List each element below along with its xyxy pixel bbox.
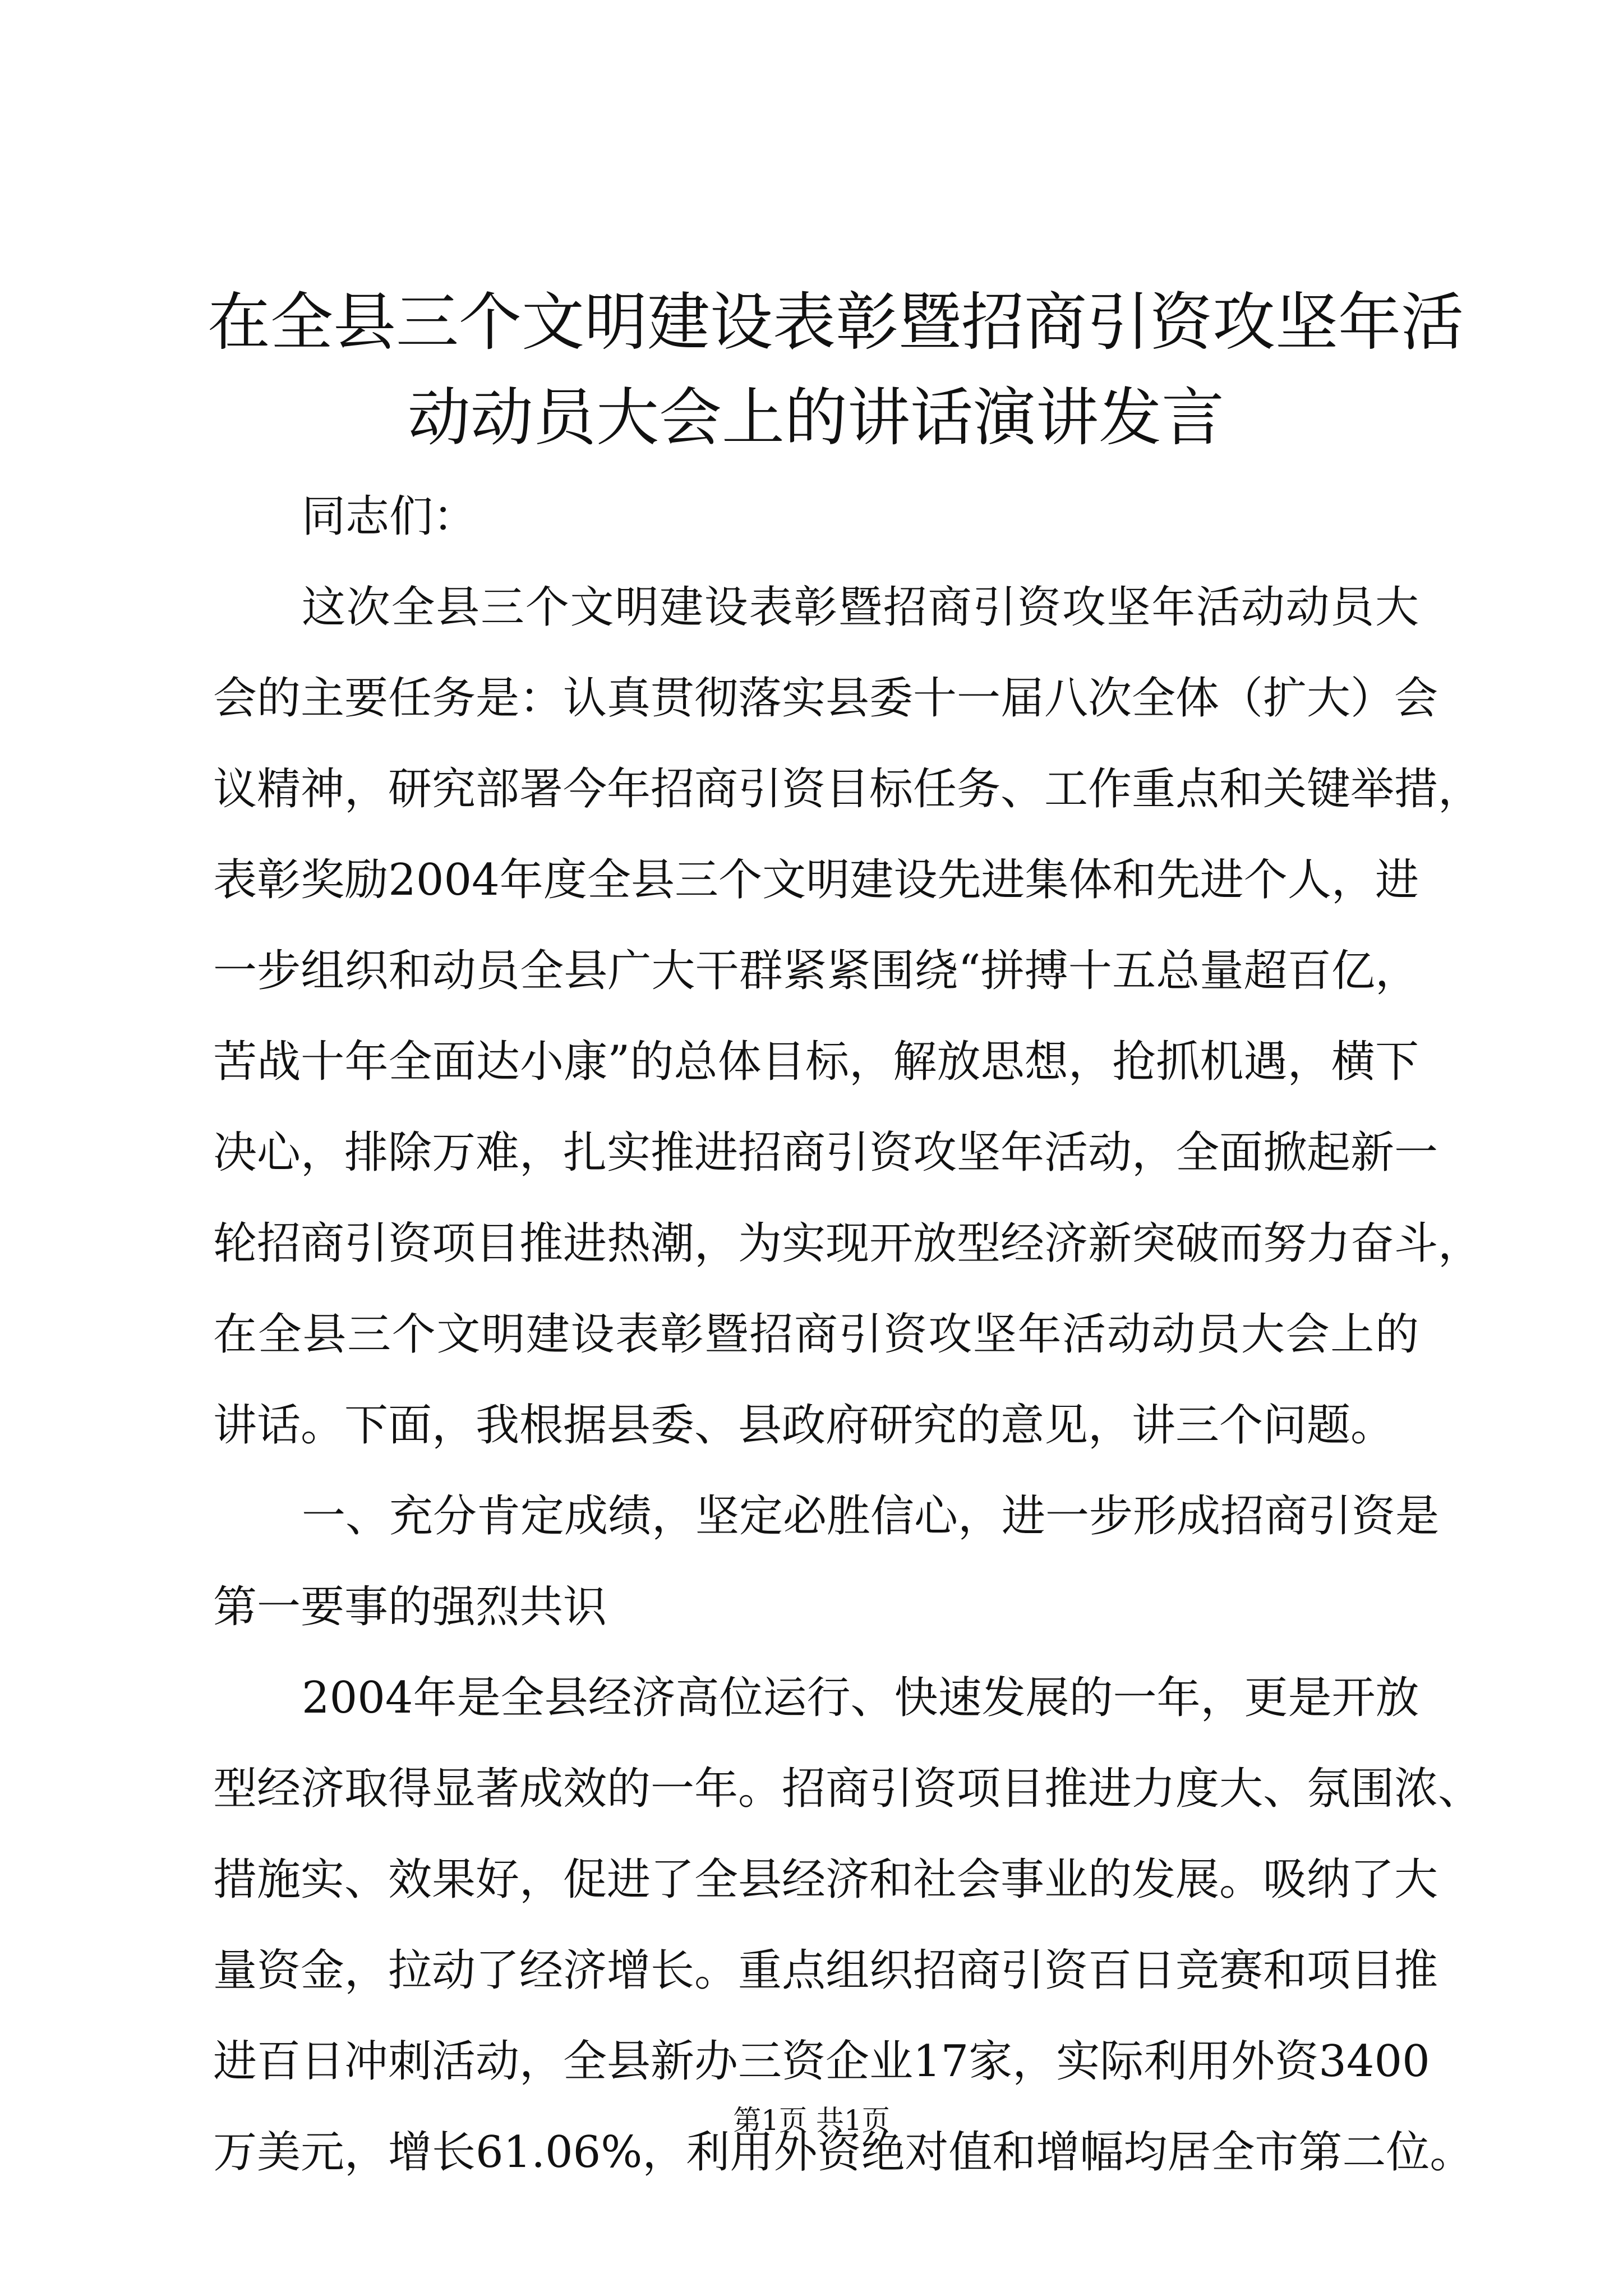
paragraph-line: 轮招商引资项目推进热潮，为实现开放型经济新突破而努力奋斗，: [213, 1218, 1482, 1269]
page-footer: 第1页 共1页: [733, 2104, 890, 2137]
paragraph-line: 量资金，拉动了经济增长。重点组织招商引资百日竞赛和项目推: [213, 1945, 1438, 1996]
paragraph-line: 讲话。下面，我根据县委、县政府研究的意见，讲三个问题。: [213, 1400, 1395, 1451]
paragraph-line: 措施实、效果好，促进了全县经济和社会事业的发展。吸纳了大: [213, 1855, 1438, 1905]
section-heading-line: 一、充分肯定成绩，坚定必胜信心，进一步形成招商引资是: [302, 1491, 1440, 1542]
paragraph-line: 表彰奖励2004年度全县三个文明建设先进集体和先进个人，进: [213, 855, 1419, 905]
document-title: [208, 275, 1464, 466]
paragraph-line: 2004年是全县经济高位运行、快速发展的一年，更是开放: [302, 1673, 1419, 1723]
paragraph-line: 决心，排除万难，扎实推进招商引资攻坚年活动，全面掀起新一: [213, 1128, 1438, 1178]
paragraph-line: 议精神，研究部署今年招商引资目标任务、工作重点和关键举措，: [213, 764, 1482, 815]
paragraph-line: 在全县三个文明建设表彰暨招商引资攻坚年活动动员大会上的: [213, 1309, 1419, 1360]
paragraph-line: 苦战十年全面达小康”的总体目标，解放思想，抢抓机遇，横下: [213, 1037, 1419, 1087]
paragraph-line: 万美元，增长61.06%，利用外资绝对值和增幅均居全市第二位。: [213, 2127, 1474, 2178]
document-body: [213, 471, 1482, 2198]
title-line-1: 在全县三个文明建设表彰暨招商引资攻坚年活: [208, 286, 1464, 359]
paragraph-line: 这次全县三个文明建设表彰暨招商引资攻坚年活动动员大: [302, 582, 1419, 633]
paragraph-line: 进百日冲刺活动，全县新办三资企业17家，实际利用外资3400: [213, 2036, 1430, 2087]
title-line-2: 动动员大会上的讲话演讲发言: [408, 381, 1224, 454]
paragraph-line: 会的主要任务是：认真贯彻落实县委十一届八次全体（扩大）会: [213, 673, 1438, 724]
salutation: 同志们：: [302, 491, 477, 542]
paragraph-line: 一步组织和动员全县广大干群紧紧围绕“拼搏十五总量超百亿，: [213, 946, 1419, 996]
paragraph-line: 型经济取得显著成效的一年。招商引资项目推进力度大、氛围浓、: [213, 1764, 1482, 1814]
section-heading-line: 第一要事的强烈共识: [213, 1582, 607, 1632]
